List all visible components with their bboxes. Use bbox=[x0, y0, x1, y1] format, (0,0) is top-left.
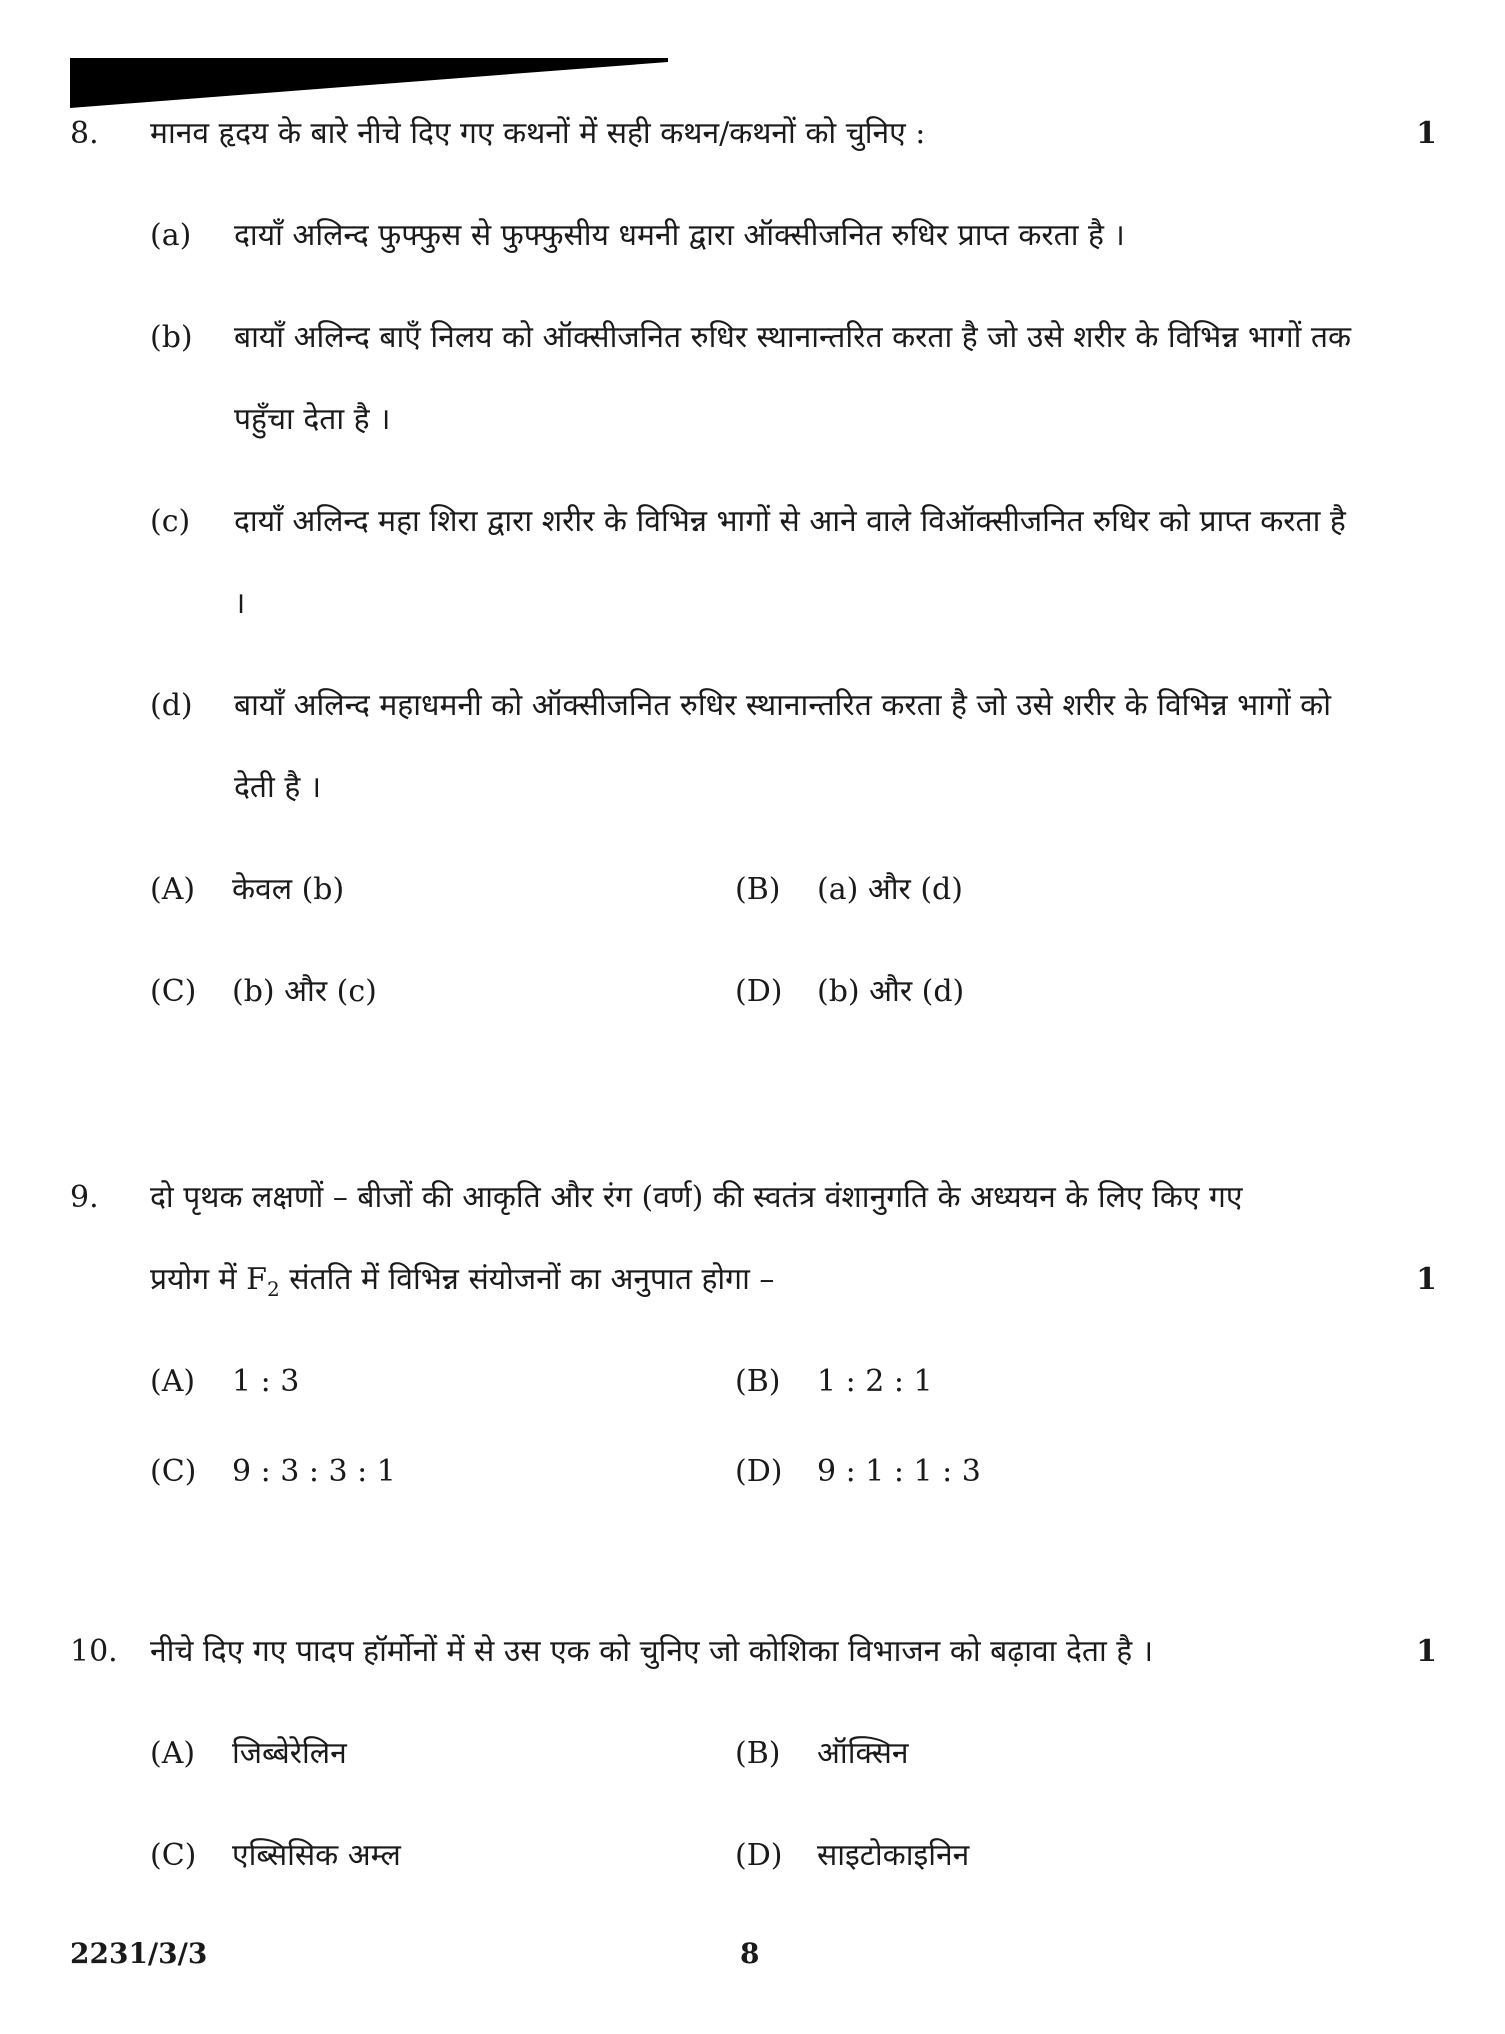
option-text: साइटोकाइनिन bbox=[817, 1838, 970, 1873]
option-text: (a) और (d) bbox=[817, 872, 963, 907]
statement-label: (a) bbox=[150, 218, 192, 253]
option-d bbox=[735, 1836, 969, 1876]
statement-text: बायाँ अलिन्द महाधमनी को ऑक्सीजनित रुधिर स्थानान्तरित करता है जो उसे शरीर के विभिन्न भागों को देती है । bbox=[234, 688, 1331, 805]
option-text: (b) और (c) bbox=[232, 974, 377, 1009]
option-label: (A) bbox=[150, 872, 196, 907]
option-text: केवल (b) bbox=[232, 872, 345, 907]
statement-text: बायाँ अलिन्द बाएँ निलय को ऑक्सीजनित रुधिर स्थानान्तरित करता है जो उसे शरीर के विभिन्न भागों तक पहुँचा देता है । bbox=[234, 320, 1352, 437]
question-text-post: संतति में विभिन्न संयोजनों का अनुपात होगा – bbox=[279, 1262, 775, 1297]
question-text-pre: प्रयोग में F bbox=[150, 1262, 267, 1297]
option-c bbox=[150, 1452, 396, 1492]
option-label: (C) bbox=[150, 1454, 197, 1489]
option-text: 9 : 1 : 1 : 3 bbox=[817, 1454, 981, 1489]
question-text-line1: दो पृथक लक्षणों – बीजों की आकृति और रंग (वर्ण) की स्वतंत्र वंशानुगति के अध्ययन के लिए किए गए bbox=[150, 1180, 1243, 1215]
option-a bbox=[150, 1734, 347, 1774]
statement-label: (b) bbox=[150, 320, 193, 355]
option-text: (b) और (d) bbox=[817, 974, 965, 1009]
option-text: 1 : 2 : 1 bbox=[817, 1364, 933, 1399]
question-text: नीचे दिए गए पादप हॉर्मोनों में से उस एक को चुनिए जो कोशिका विभाजन को बढ़ावा देता है । bbox=[150, 1634, 1154, 1669]
redaction-bar bbox=[70, 58, 668, 108]
option-label: (D) bbox=[735, 974, 783, 1009]
option-label: (C) bbox=[150, 1838, 197, 1873]
statement-label: (c) bbox=[150, 504, 191, 539]
question-number: 10. bbox=[70, 1634, 118, 1669]
option-label: (D) bbox=[735, 1454, 783, 1489]
option-c bbox=[150, 972, 377, 1012]
option-label: (A) bbox=[150, 1736, 196, 1771]
option-text: 1 : 3 bbox=[232, 1364, 300, 1399]
option-label: (B) bbox=[735, 1736, 781, 1771]
option-label: (A) bbox=[150, 1364, 196, 1399]
option-d bbox=[735, 972, 964, 1012]
option-label: (D) bbox=[735, 1838, 783, 1873]
statement-label: (d) bbox=[150, 688, 193, 723]
statement-text: दायाँ अलिन्द फुफ्फुस से फुफ्फुसीय धमनी द्वारा ऑक्सीजनित रुधिर प्राप्त करता है । bbox=[234, 218, 1125, 253]
question-marks: 1 bbox=[1416, 1262, 1437, 1297]
option-text: एब्सिसिक अम्ल bbox=[232, 1838, 401, 1873]
option-label: (B) bbox=[735, 872, 781, 907]
option-b bbox=[735, 870, 963, 910]
question-marks: 1 bbox=[1416, 1634, 1437, 1669]
question-text-line2 bbox=[150, 1260, 774, 1309]
option-label: (C) bbox=[150, 974, 197, 1009]
option-text: ऑक्सिन bbox=[817, 1736, 909, 1771]
statement-text: दायाँ अलिन्द महा शिरा द्वारा शरीर के विभिन्न भागों से आने वाले विऑक्सीजनित रुधिर को प्राप्त करता है । bbox=[234, 504, 1346, 621]
question-text: मानव हृदय के बारे नीचे दिए गए कथनों में सही कथन/कथनों को चुनिए : bbox=[150, 116, 926, 151]
subscript: 2 bbox=[266, 1277, 280, 1301]
paper-code: 2231/3/3 bbox=[70, 1937, 208, 1970]
question-number: 8. bbox=[70, 116, 99, 151]
question-number: 9. bbox=[70, 1180, 99, 1215]
option-b bbox=[735, 1734, 909, 1774]
option-d bbox=[735, 1452, 981, 1492]
option-b bbox=[735, 1362, 933, 1402]
option-a bbox=[150, 870, 344, 910]
page-number: 8 bbox=[740, 1937, 760, 1970]
option-a bbox=[150, 1362, 299, 1402]
option-c bbox=[150, 1836, 401, 1876]
option-text: 9 : 3 : 3 : 1 bbox=[232, 1454, 396, 1489]
option-label: (B) bbox=[735, 1364, 781, 1399]
option-text: जिब्बेरेलिन bbox=[232, 1736, 347, 1771]
question-marks: 1 bbox=[1416, 116, 1437, 151]
